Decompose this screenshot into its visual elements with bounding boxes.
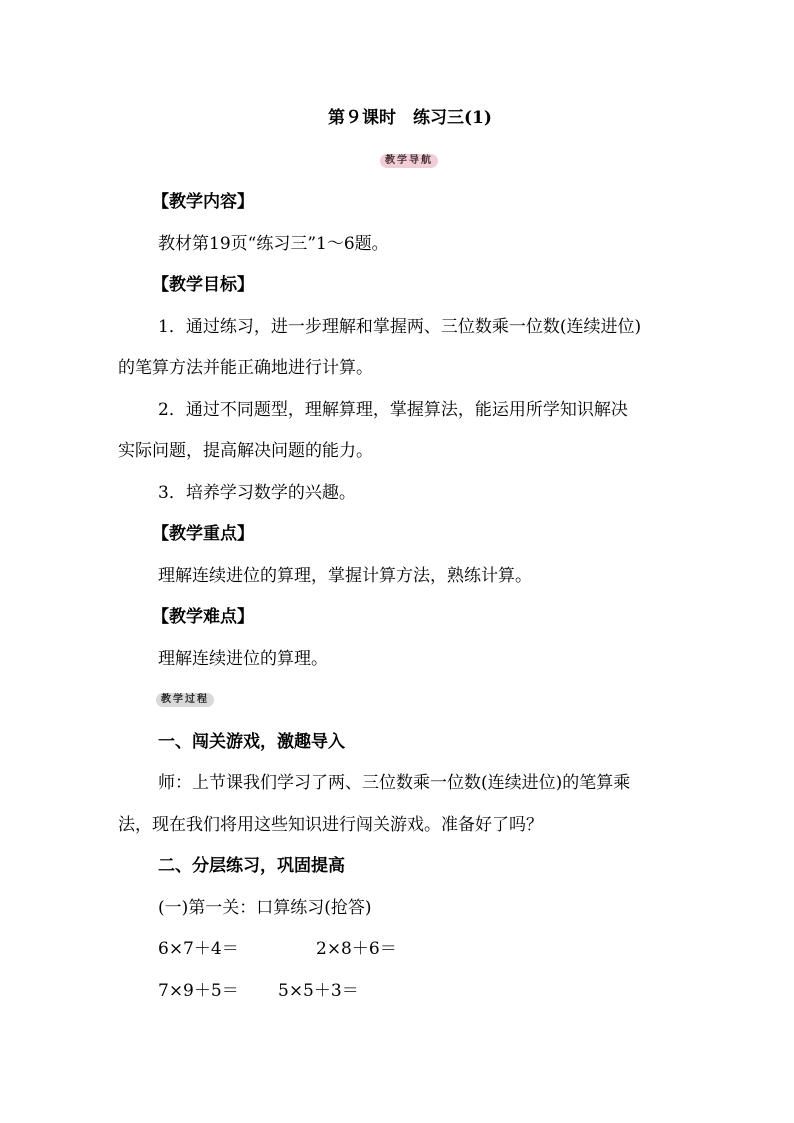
part-1-line-2: 法，现在我们将用这些知识进行闯关游戏。准备好了吗？ [118,815,543,835]
teaching-navigation-badge: 教学导航 [380,154,438,168]
teaching-process-badge: 教学过程 [156,693,214,707]
goal-2-line-2: 实际问题，提高解决问题的能力。 [118,441,373,461]
goal-1-line-2: 的笔算方法并能正确地进行计算。 [118,358,373,378]
exercise-3: 7×9＋5＝ [158,981,239,1001]
content-text: 教材第19页“练习三”1～6题。 [158,234,389,254]
exercise-2: 2×8＋6＝ [316,939,397,959]
goal-1-line-1: 1．通过练习，进一步理解和掌握两、三位数乘一位数(连续进位) [158,317,642,337]
difficulty-text: 理解连续进位的算理。 [158,649,328,669]
goals-heading: 【教学目标】 [152,275,254,295]
goal-3: 3．培养学习数学的兴趣。 [158,483,356,503]
goal-2-line-1: 2．通过不同题型，理解算理，掌握算法，能运用所学知识解决 [158,400,628,420]
level-1-heading: (一)第一关：口算练习(抢答) [158,898,372,918]
exercise-1: 6×7＋4＝ [158,939,239,959]
key-points-heading: 【教学重点】 [152,524,254,544]
part-2-heading: 二、分层练习，巩固提高 [158,856,345,876]
part-1-line-1: 师：上节课我们学习了两、三位数乘一位数(连续进位)的笔算乘 [158,773,631,793]
exercise-4: 5×5＋3＝ [278,981,359,1001]
content-heading: 【教学内容】 [152,192,254,212]
key-points-text: 理解连续进位的算理，掌握计算方法，熟练计算。 [158,566,532,586]
lesson-title: 第９课时 练习三(1) [328,108,492,128]
difficulty-heading: 【教学难点】 [152,607,254,627]
part-1-heading: 一、闯关游戏，激趣导入 [158,732,345,752]
